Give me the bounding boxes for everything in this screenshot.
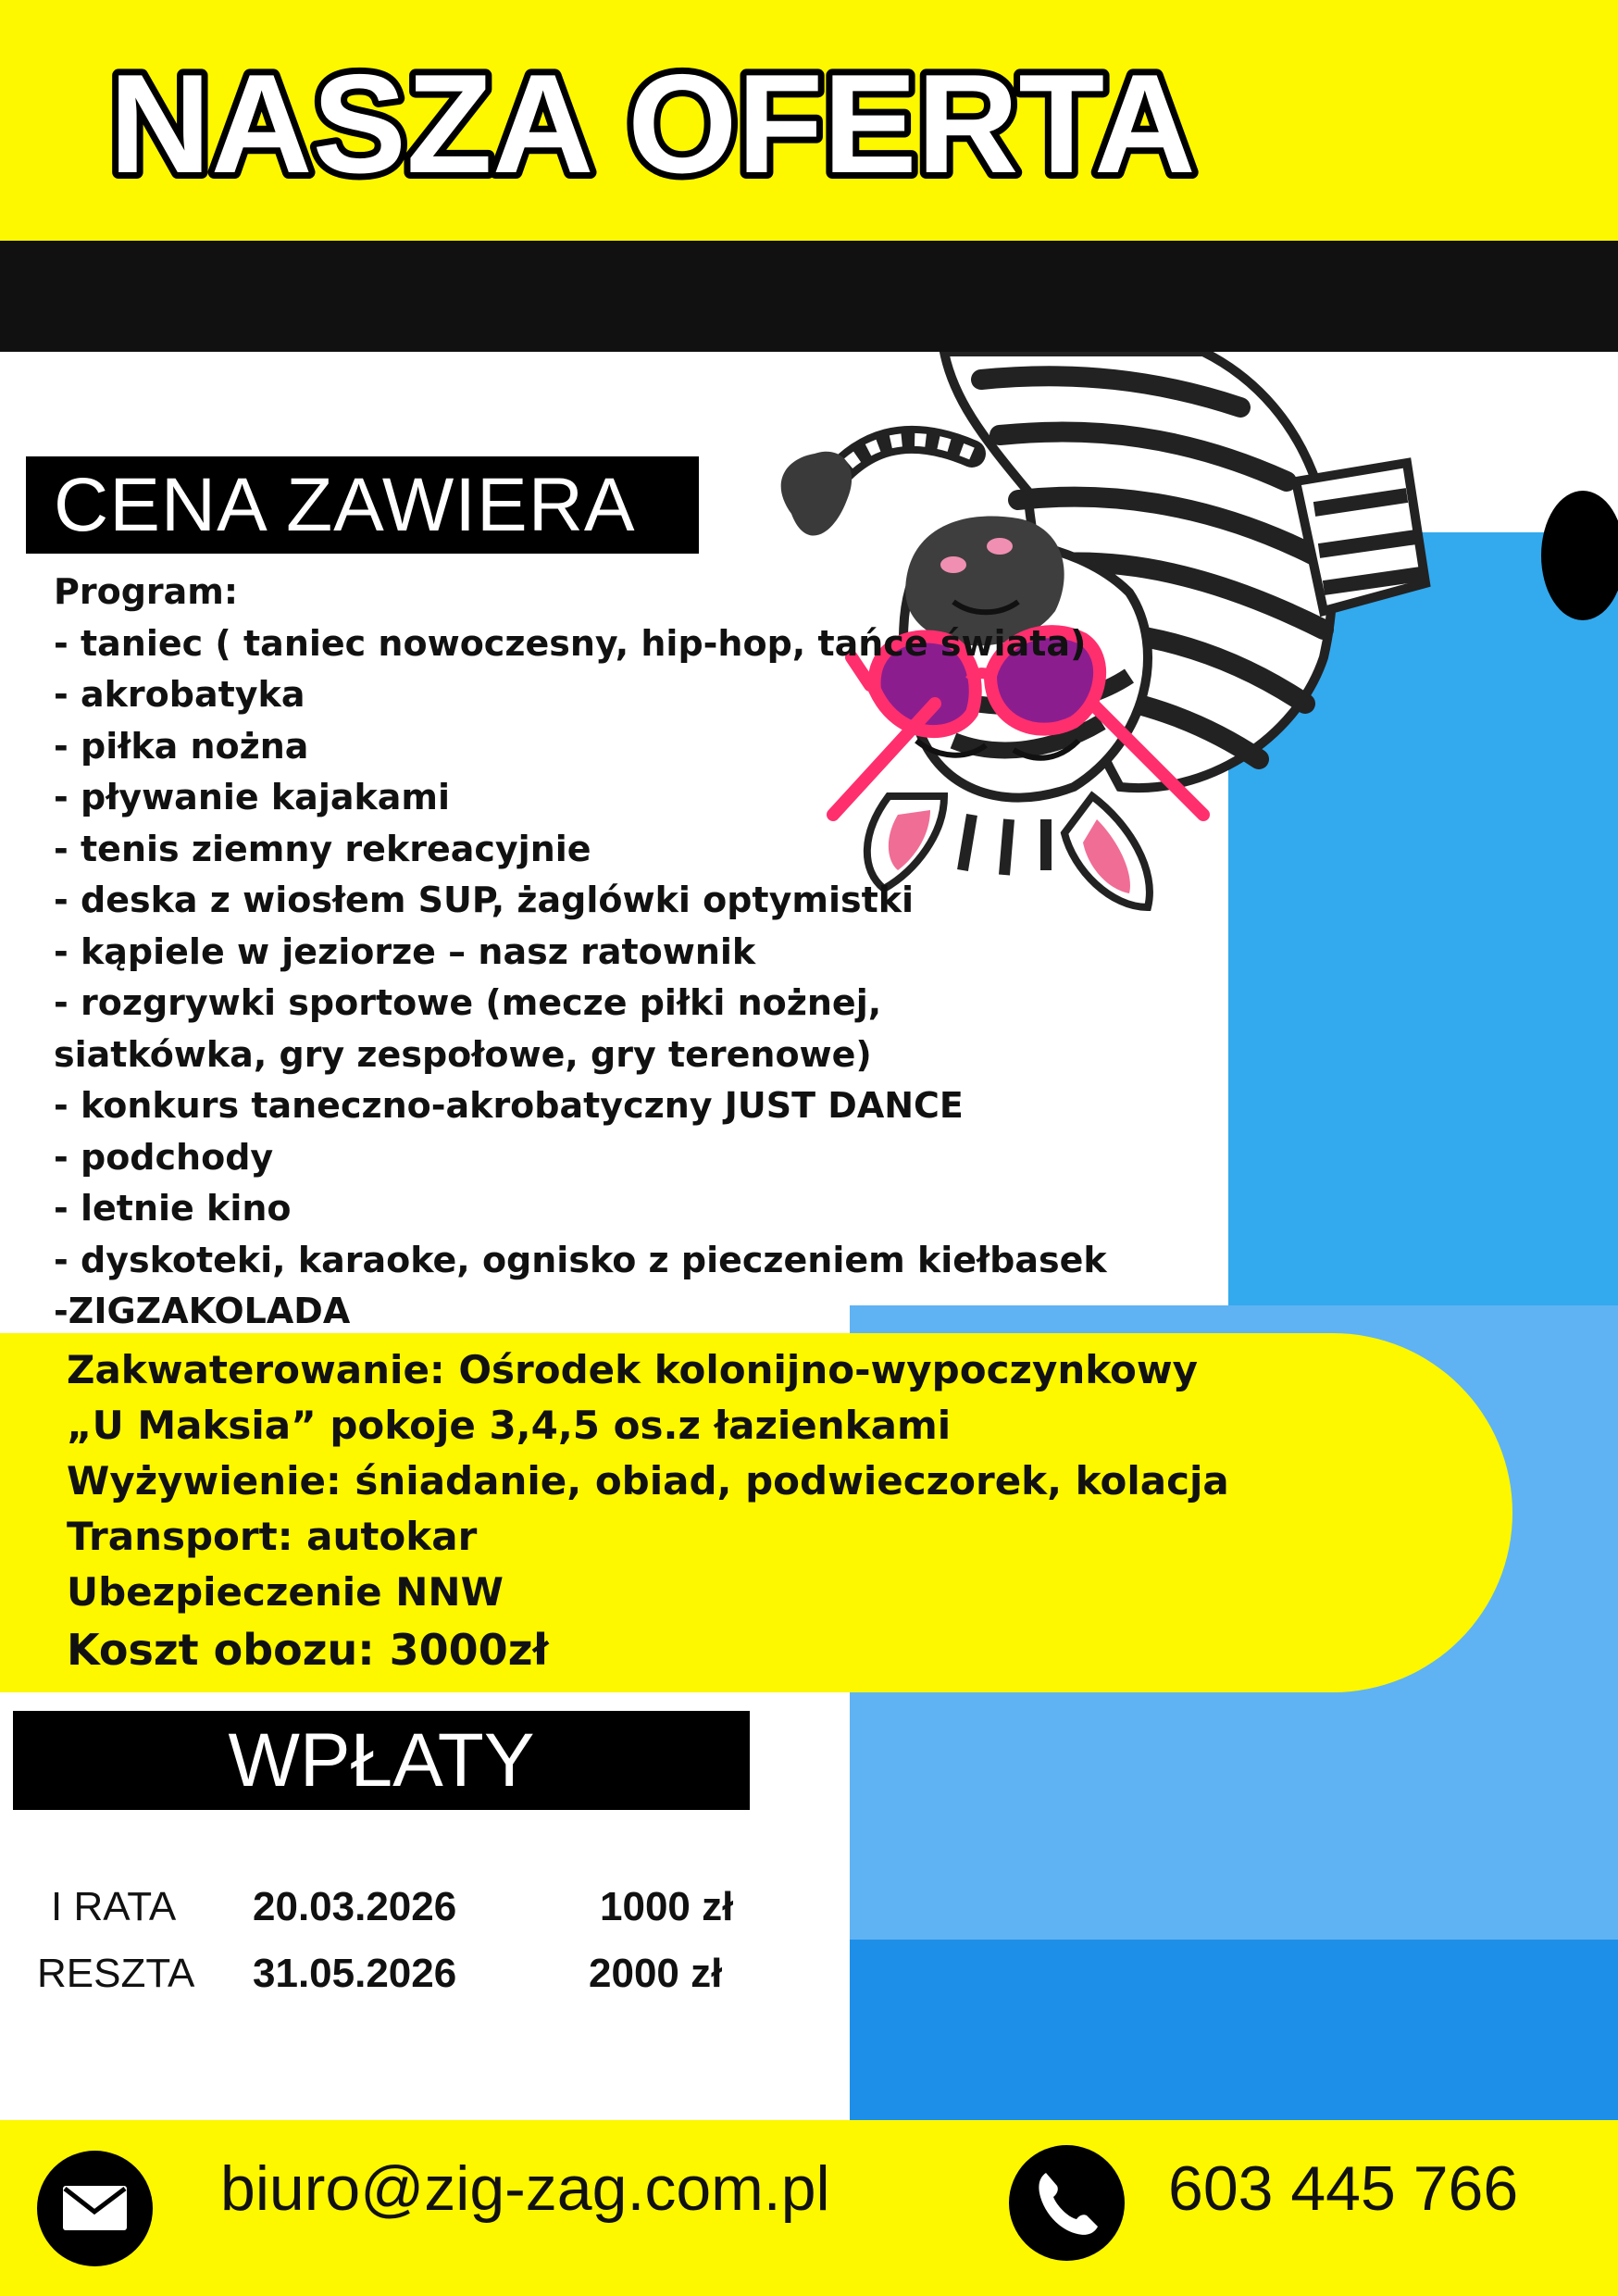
table-row	[0, 1951, 833, 2017]
payments-label	[13, 1711, 750, 1810]
price-includes-label	[26, 456, 699, 554]
phone-icon	[1009, 2145, 1125, 2261]
payment-date: 20.03.2026	[253, 1884, 457, 1929]
list-item: - podchody	[54, 1136, 274, 1178]
list-item: - pływanie kajakami	[54, 777, 451, 817]
list-item: - akrobatyka	[54, 674, 305, 715]
list-item: - konkurs taneczno-akrobatyczny JUST DANCE	[54, 1085, 964, 1126]
info-line: Transport: autokar	[67, 1514, 478, 1559]
info-line: Wyżywienie: śniadanie, obiad, podwieczorek, kolacja	[67, 1458, 1229, 1504]
email-link[interactable]: biuro@zig-zag.com.pl	[220, 2153, 830, 2224]
list-item: - taniec ( taniec nowoczesny, hip-hop, tańce świata)	[54, 622, 1087, 664]
hoof-shape	[1541, 491, 1618, 620]
tail-tuft-shape	[781, 452, 852, 536]
envelope-icon	[37, 2151, 153, 2266]
info-line: Zakwaterowanie: Ośrodek kolonijno-wypoczynkowy	[67, 1347, 1199, 1392]
payment-date: 31.05.2026	[253, 1951, 457, 1996]
page-title-text: NASZA OFERTA	[109, 45, 1196, 203]
list-item: - dyskoteki, karaoke, ognisko z pieczeniem kiełbasek	[54, 1239, 1107, 1280]
header-black-stripe	[0, 241, 1618, 352]
page-title	[102, 35, 1398, 211]
payment-amount: 2000 zł	[589, 1951, 723, 1996]
list-item: siatkówka, gry zespołowe, gry terenowe)	[54, 1033, 872, 1075]
info-line: „U Maksia” pokoje 3,4,5 os.z łazienkami	[67, 1403, 952, 1448]
list-item: Program:	[54, 571, 239, 612]
info-list	[67, 1342, 1409, 1678]
list-item: - rozgrywki sportowe (mecze piłki nożnej,	[54, 982, 882, 1023]
payment-name: RESZTA	[37, 1951, 195, 1996]
payment-name: I RATA	[51, 1884, 177, 1929]
table-row	[0, 1884, 833, 1951]
list-item: - letnie kino	[54, 1188, 292, 1229]
payment-amount: 1000 zł	[600, 1884, 734, 1929]
program-list	[54, 567, 1174, 1338]
camp-cost: Koszt obozu: 3000zł	[67, 1625, 549, 1675]
payments-table	[0, 1884, 833, 2017]
water-background	[850, 1940, 1618, 2120]
info-line: Ubezpieczenie NNW	[67, 1569, 504, 1615]
list-item: - deska z wiosłem SUP, żaglówki optymistki	[54, 880, 915, 920]
price-includes-label-text: CENA ZAWIERA	[54, 463, 636, 547]
list-item: - tenis ziemny rekreacyjnie	[54, 828, 591, 869]
list-item: -ZIGZAKOLADA	[54, 1291, 351, 1331]
phone-link[interactable]: 603 445 766	[1168, 2153, 1519, 2224]
list-item: - piłka nożna	[54, 725, 309, 767]
payments-label-text: WPŁATY	[228, 1718, 535, 1803]
list-item: - kąpiele w jeziorze – nasz ratownik	[54, 930, 756, 972]
